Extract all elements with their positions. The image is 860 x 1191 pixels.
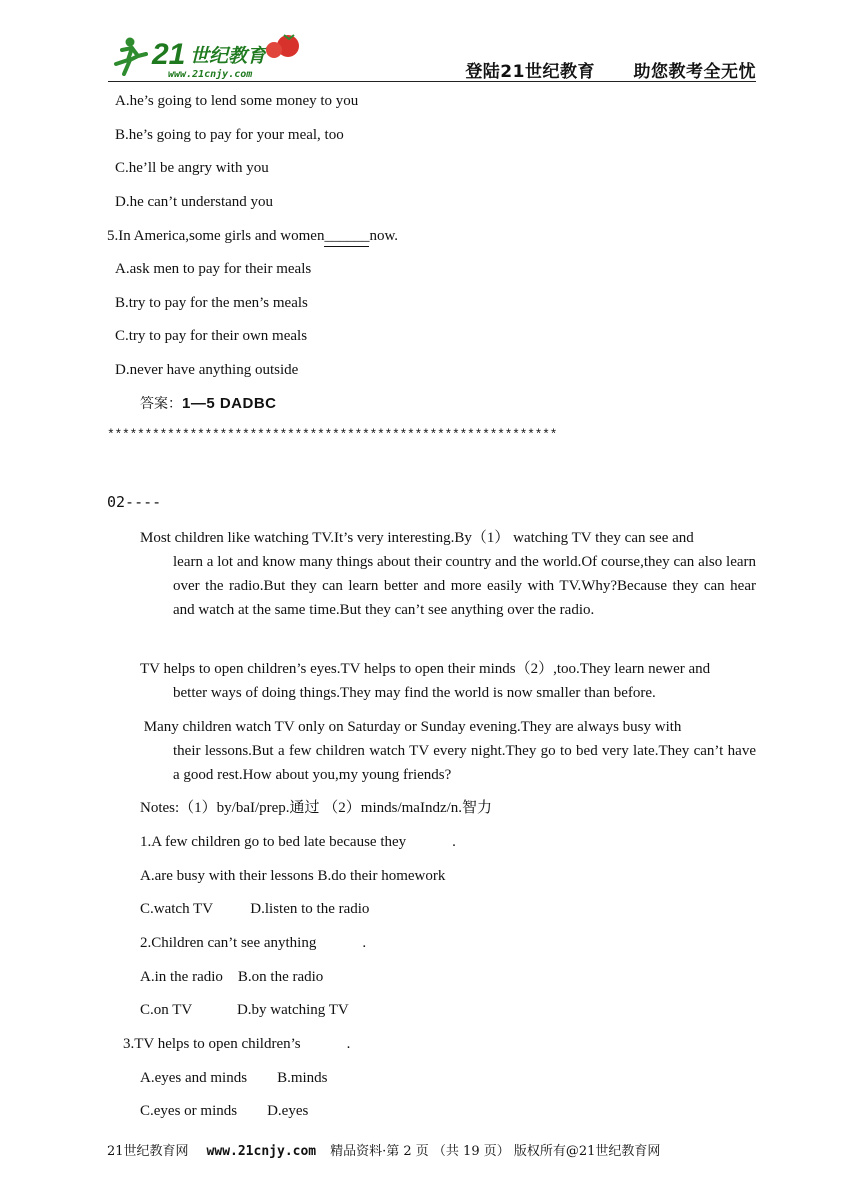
svg-text:世纪教育: 世纪教育: [190, 45, 267, 67]
svg-text:21: 21: [152, 38, 186, 71]
site-logo: [108, 30, 308, 82]
answer-label: 答案：: [140, 396, 182, 412]
q4-option-d: D.he can’t understand you: [115, 194, 274, 210]
passage-paragraph-2: TV helps to open children’s eyes.TV helps to open their minds（2）,too.They learn newer and better ways of doing things.They may find the world is now smaller than before.: [140, 661, 711, 701]
footer-site-name: 21世纪教育网: [107, 1144, 189, 1159]
question-1-option-row-1: A.are busy with their lessons B.do their homework: [140, 868, 446, 884]
question-1-stem: 1.A few children go to bed late because they .: [140, 834, 456, 850]
q5-option-a: A.ask men to pay for their meals: [115, 261, 312, 277]
header-slogan: 登陆21世纪教育 助您教考全无忧: [465, 62, 756, 82]
q5-option-d: D.never have anything outside: [115, 362, 299, 378]
q5-blank: ______: [324, 226, 369, 247]
section-number: 02----: [107, 493, 162, 511]
footer-page-info: 精品资料·第 2 页 （共 19 页） 版权所有@21世纪教育网: [330, 1144, 661, 1159]
passage-paragraph-1: Most children like watching TV.It’s very interesting.By（1） watching TV they can see and learn a lot and know many things about their country and the world.Of course,they can also learn over the radio.But they can learn better and more easily with TV.Why?Because they can hear and watch at the same time.But they can’t see anything over the radio.: [140, 530, 756, 618]
question-3-option-row-1: A.eyes and minds B.minds: [140, 1070, 328, 1086]
question-2-option-row-2: C.on TV D.by watching TV: [140, 1002, 349, 1018]
question-3-stem: 3.TV helps to open children’s .: [123, 1036, 351, 1052]
answer-line: [140, 394, 277, 414]
question-1-option-row-2: C.watch TV D.listen to the radio: [140, 901, 370, 917]
q5-stem: 5.In America,some girls and women______now.: [107, 226, 398, 247]
question-2-option-row-1: A.in the radio B.on the radio: [140, 969, 324, 985]
notes: Notes:（1）by/baI/prep.通过 （2）minds/maIndz/n.智力: [140, 800, 493, 816]
question-2-stem: 2.Children can’t see anything .: [140, 935, 367, 951]
header-divider: [108, 81, 756, 82]
answer-value: 1—5 DADBC: [182, 395, 277, 412]
q4-option-b: B.he’s going to pay for your meal, too: [115, 127, 344, 143]
question-3-option-row-2: C.eyes or minds D.eyes: [140, 1103, 309, 1119]
q5-option-b: B.try to pay for the men’s meals: [115, 295, 308, 311]
passage-paragraph-3: Many children watch TV only on Saturday or Sunday evening.They are always busy with their lessons.But a few children watch TV every night.They go to bed very late.They can’t have a good rest.How about you,my young friends?: [140, 719, 756, 783]
separator-line: ************************************************************: [107, 427, 558, 442]
page-footer: [107, 1140, 660, 1159]
q4-option-c: C.he’ll be angry with you: [115, 160, 269, 176]
svg-text:www.21cnjy.com: www.21cnjy.com: [168, 69, 253, 80]
footer-site-url: www.21cnjy.com: [206, 1144, 317, 1159]
q5-option-c: C.try to pay for their own meals: [115, 328, 308, 344]
page-header: [108, 30, 756, 82]
q4-option-a: A.he’s going to lend some money to you: [115, 93, 359, 109]
